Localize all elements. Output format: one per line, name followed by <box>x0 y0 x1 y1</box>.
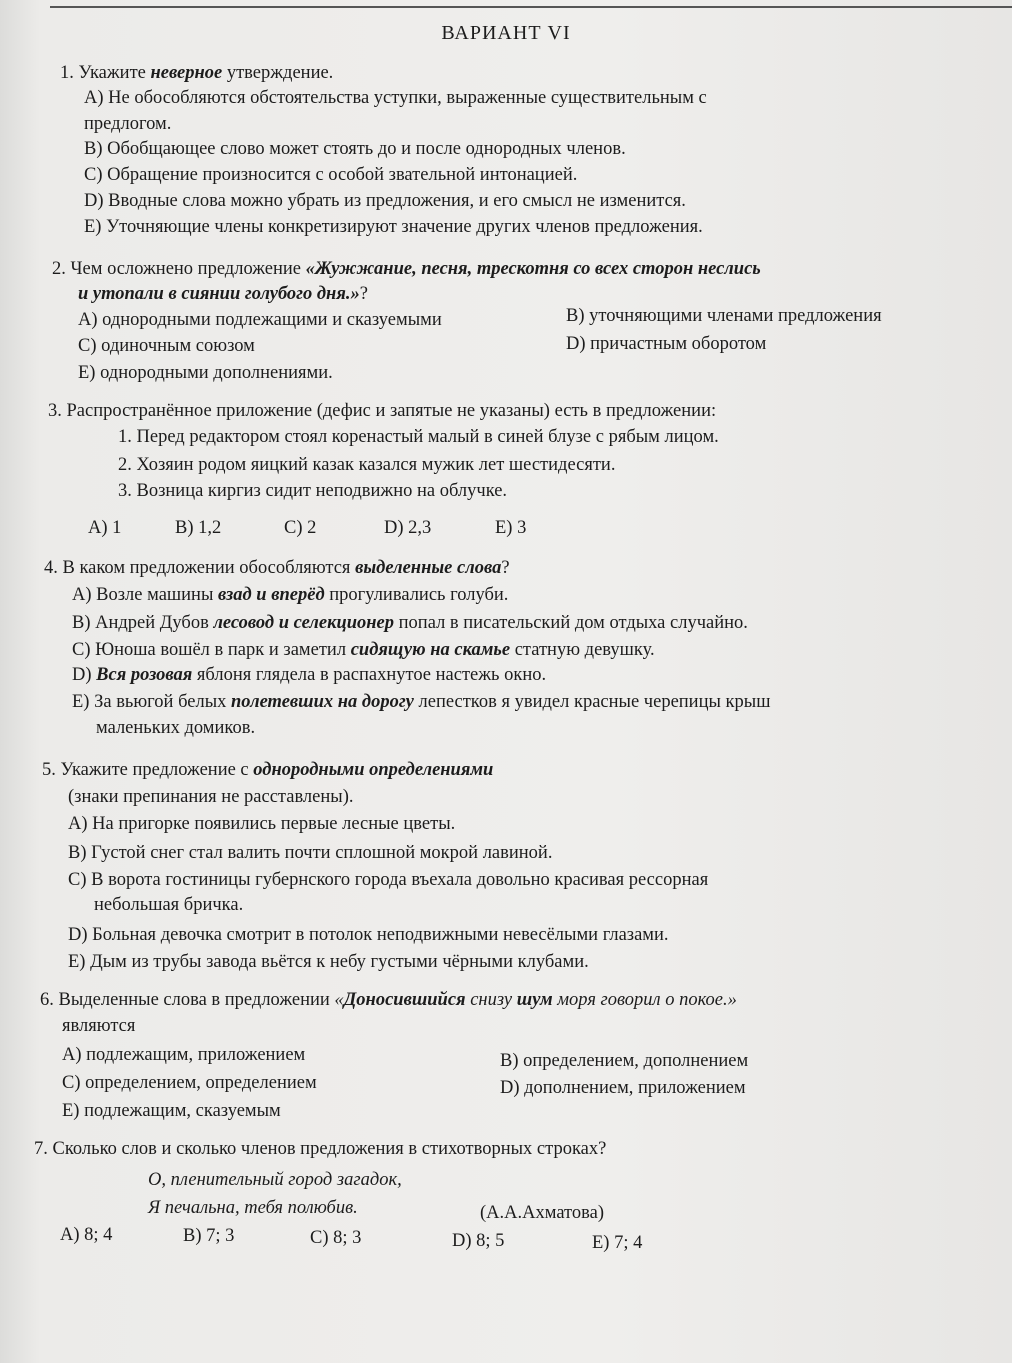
q6-option-d: D) дополнением, приложением <box>500 1078 746 1098</box>
q4-option-b: B) Андрей Дубов лесовод и селекционер попал в писательский дом отдыха случайно. <box>72 613 748 633</box>
q1-option-a-cont: предлогом. <box>84 114 172 134</box>
q5-option-c: C) В ворота гостиницы губернского города въехала довольно красивая рессорная <box>68 870 709 890</box>
q6-option-c: C) определением, определением <box>62 1073 317 1093</box>
q3-sentence-1: 1. Перед редактором стоял коренастый малый в синей блузе с рябым лицом. <box>118 427 719 447</box>
q7-author: (А.А.Ахматова) <box>480 1203 605 1223</box>
question-6-text-cont: являются <box>62 1016 136 1036</box>
q7-poem-line-2: Я печальна, тебя полюбив. <box>148 1198 358 1218</box>
q6-option-a: A) подлежащим, приложением <box>62 1045 306 1065</box>
q7-option-e: E) 7; 4 <box>592 1233 643 1253</box>
q1-option-a: A) Не обособляются обстоятельства уступки, выраженные существительным с <box>84 88 707 108</box>
q4-option-a: A) Возле машины взад и вперёд прогуливались голуби. <box>72 585 509 605</box>
q7-poem-line-1: О, пленительный город загадок, <box>148 1170 402 1190</box>
q3-option-c: C) 2 <box>284 518 317 538</box>
q3-sentence-3: 3. Возница киргиз сидит неподвижно на облучке. <box>118 481 508 501</box>
q7-option-a: A) 8; 4 <box>60 1225 113 1245</box>
q5-option-a: A) На пригорке появились первые лесные цветы. <box>68 814 456 834</box>
q7-option-c: C) 8; 3 <box>310 1228 362 1248</box>
q6-option-e: E) подлежащим, сказуемым <box>62 1101 281 1121</box>
question-2-text: 2. Чем осложнено предложение «Жужжание, песня, трескотня со всех сторон неслись <box>52 259 761 279</box>
q2-option-a: A) однородными подлежащими и сказуемыми <box>78 310 442 330</box>
question-7-text: 7. Сколько слов и сколько членов предложения в стихотворных строках? <box>34 1139 607 1159</box>
q3-option-a: A) 1 <box>88 518 122 538</box>
q3-sentence-2: 2. Хозяин родом яицкий казак казался мужик лет шестидесяти. <box>118 455 616 475</box>
q5-option-e: E) Дым из трубы завода вьётся к небу густыми чёрными клубами. <box>68 952 589 972</box>
q2-option-b: B) уточняющими членами предложения <box>566 306 882 326</box>
q3-option-d: D) 2,3 <box>384 518 432 538</box>
q4-option-c: C) Юноша вошёл в парк и заметил сидящую на скамье статную девушку. <box>72 640 655 660</box>
top-rule <box>50 6 1012 8</box>
q1-option-c: C) Обращение произносится с особой звательной интонацией. <box>84 165 578 185</box>
q4-option-d: D) Вся розовая яблоня глядела в распахнутое настежь окно. <box>72 665 547 685</box>
question-6-text: 6. Выделенные слова в предложении «Доносившийся снизу шум моря говорил о покое.» <box>40 990 737 1010</box>
q5-option-d: D) Больная девочка смотрит в потолок неподвижными невесёлыми глазами. <box>68 925 669 945</box>
q1-option-b: B) Обобщающее слово может стоять до и после однородных членов. <box>84 139 626 159</box>
q2-option-d: D) причастным оборотом <box>566 334 767 354</box>
q1-option-d: D) Вводные слова можно убрать из предложения, и его смысл не изменится. <box>84 191 686 211</box>
q2-option-c: C) одиночным союзом <box>78 336 255 356</box>
question-5-text-cont: (знаки препинания не расставлены). <box>68 787 354 807</box>
page-title: ВАРИАНТ VI <box>441 22 571 44</box>
q5-option-c-cont: небольшая бричка. <box>94 895 244 915</box>
question-1-text: 1. Укажите неверное утверждение. <box>60 63 334 83</box>
q4-option-e-cont: маленьких домиков. <box>96 718 256 738</box>
q2-option-e: E) однородными дополнениями. <box>78 363 333 383</box>
q3-option-e: E) 3 <box>495 518 527 538</box>
q6-option-b: B) определением, дополнением <box>500 1051 749 1071</box>
q7-option-d: D) 8; 5 <box>452 1231 505 1251</box>
question-2-text-cont: и утопали в сиянии голубого дня.»? <box>78 284 368 304</box>
question-3-text: 3. Распространённое приложение (дефис и запятые не указаны) есть в предложении: <box>48 401 717 421</box>
q3-option-b: B) 1,2 <box>175 518 222 538</box>
q7-option-b: B) 7; 3 <box>183 1226 235 1246</box>
q4-option-e: E) За вьюгой белых полетевших на дорогу лепестков я увидел красные черепицы крыш <box>72 692 771 712</box>
question-4-text: 4. В каком предложении обособляются выделенные слова? <box>44 558 510 578</box>
q1-option-e: E) Уточняющие члены конкретизируют значение других членов предложения. <box>84 217 703 237</box>
question-5-text: 5. Укажите предложение с однородными определениями <box>42 760 494 780</box>
q5-option-b: B) Густой снег стал валить почти сплошной мокрой лавиной. <box>68 843 553 863</box>
